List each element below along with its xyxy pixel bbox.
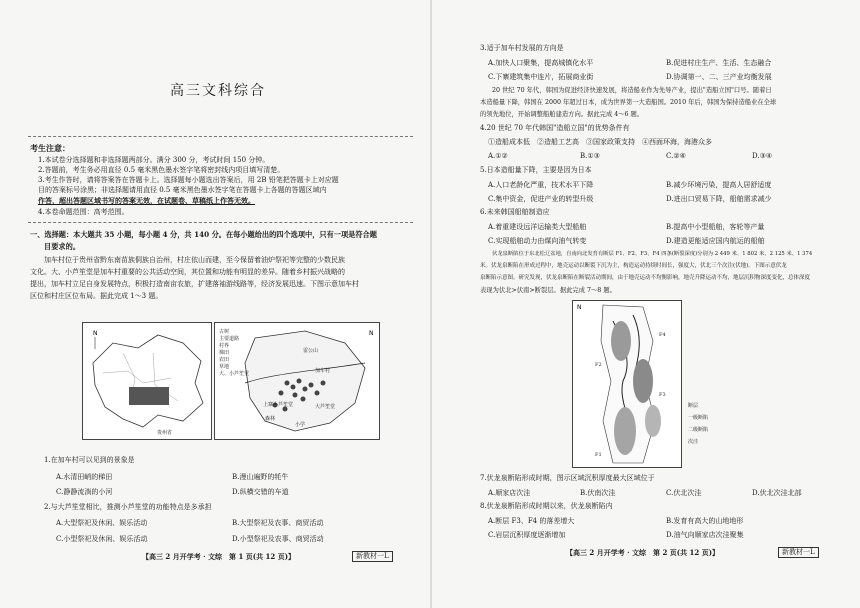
notice-3: 3.考生作答时，请将答案答在答题卡上。选择题每小题选出答案后，用 2B 铅笔把答题卡上对应题: [38, 176, 339, 184]
province-outline: [83, 323, 211, 439]
question-5: 5.日本造船量下降，主要是因为日本: [480, 166, 592, 174]
figure-legend: [688, 400, 708, 448]
q3-option-d[interactable]: D.协调第一、二、三产业均衡发展: [666, 73, 772, 81]
legend-item: 农田: [219, 357, 230, 363]
map-label: 加车村: [315, 368, 331, 374]
legend-item: 次洼: [688, 439, 699, 445]
legend-item: 草地: [219, 364, 230, 370]
page-2: [432, 0, 860, 608]
page-footer: 【高三 2 月开学考 · 文综 第 2 页(共 12 页)】: [566, 548, 720, 557]
edition-tag: 新教材一L: [352, 551, 393, 562]
legend-item: 断层: [688, 403, 699, 409]
passage-line: 文化。大、小芦笙堂是加车村重要的公共活动空间，其位置和功能有明显的差异。随着乡村振兴战略的: [30, 268, 345, 276]
q1-option-d[interactable]: D.纵横交错的车道: [232, 488, 289, 496]
q2-option-a[interactable]: A.大型祭祀及休闲、娱乐活动: [56, 519, 148, 527]
figure-label: F1: [595, 452, 602, 458]
page-title: 高三文科综合: [170, 83, 266, 99]
question-2: 2.与大芦笙堂相比，推测小芦笙堂的功能特点是多承担: [44, 503, 212, 511]
q8-option-a[interactable]: A.断层 F3、F4 的落差增大: [488, 517, 575, 525]
edition-tag: 新教材一L: [778, 547, 819, 558]
map-label: 贵州省: [157, 430, 173, 436]
q7-option-c[interactable]: C.伏北次洼: [666, 489, 702, 497]
question-8: 8.伏龙泉断陷形成时期以来，伏龙泉断陷内: [480, 502, 613, 510]
passage-line: 本造船量下降，韩国在 2000 年超过日本，成为世界第一大造船国。2010 年后，韩国为保持造船业在全球: [480, 99, 777, 106]
passage-line: 加车村位于贵州省黔东南苗族侗族自治州，村庄依山而建，至今保留着油炉祭祀等完整的少数民族: [44, 256, 345, 264]
figure-label: F3: [659, 392, 666, 398]
q5-option-a[interactable]: A.人口老龄化严重，技术水平下降: [488, 181, 594, 189]
passage-line: 表现为伏北>伏南>断裂层。据此完成 7～8 题。: [480, 287, 616, 294]
figure-label: F4: [659, 332, 666, 338]
q6-option-b[interactable]: B.提高中小型船舶，客轮等产量: [666, 223, 765, 231]
question-7: 7.伏龙泉断陷形成时期，图示区域沉积厚度最大区域位于: [480, 474, 655, 482]
notice-2: 2.答题前，考生务必用直径 0.5 毫米黑色墨水签字笔将密封线内项目填写清楚。: [38, 166, 285, 174]
q4-items: ①造船成本低 ②造船工艺高 ③国家政策支持 ④西面环海，海港众多: [488, 138, 712, 146]
question-3: 3.适于加车村发展的方向是: [480, 44, 564, 52]
section-title-2: 目要求的。: [44, 242, 80, 251]
q4-option-b[interactable]: B.①③: [580, 152, 600, 160]
q5-option-b[interactable]: B.减少环境污染，提高人居舒适度: [666, 181, 772, 189]
notice-heading: 考生注意：: [30, 143, 70, 153]
map-label: 上寨小芦笙堂: [263, 402, 294, 408]
q3-option-b[interactable]: B.促进村庄生产、生活、生态融合: [666, 59, 772, 67]
q6-option-a[interactable]: A.着重建设远洋运输类大型船舶: [488, 223, 587, 231]
divider: [28, 222, 413, 223]
notice-3b: 目的答案标号涂黑；非选择题请用直径 0.5 毫米黑色墨水签字笔在答题卡上各题的答题区域内: [38, 186, 327, 194]
svg-text:N: N: [577, 304, 582, 311]
q8-option-c[interactable]: C.岩层沉积厚度逐渐增加: [488, 531, 566, 539]
legend-item: 主要道路: [219, 336, 240, 342]
q3-option-c[interactable]: C.下寨建筑集中连片，拓展商业街: [488, 73, 594, 81]
legend-item: 古树: [219, 329, 230, 335]
legend-item: 梯田: [219, 350, 230, 356]
passage-line: 提出，加车村立足自身发展特点，积极打造南亩农旅，扩建落袖游线路等，经济发展迅速。下图示意加车村: [30, 280, 359, 288]
passage-line: 泉断陷示意图。研究发现，伏龙泉断陷在断裂活动期间，由于地壳运动不均衡影响，地壳升降运动不均，地层沉积物深度变化，总体深度: [480, 275, 811, 281]
divider: [28, 136, 413, 137]
passage-line: 20 世纪 70 年代，韩国为促进经济快速发展，将造船业作为先导产业，提出"造船立国"口号。随着日: [492, 87, 772, 94]
q8-option-b[interactable]: B.发育有高大的山地地形: [666, 517, 744, 525]
q3-option-a[interactable]: A.加快人口聚集，提高城镇化水平: [488, 59, 594, 67]
q7-option-d[interactable]: D.伏北次洼北部: [752, 489, 802, 497]
svg-text:N: N: [93, 330, 98, 337]
notice-4: 4.本卷命题范围：高考范围。: [38, 208, 129, 216]
passage-line: 米。伏龙泉断陷在形成过程中，地壳运动以断裂下沉为主，构造运动持续时间长，强度大，伏北三个次注(伏地)。下图示意伏龙: [480, 263, 787, 269]
svg-text:N: N: [369, 330, 374, 337]
legend-item: 二级断陷: [688, 427, 709, 433]
q6-option-c[interactable]: C.实现船舶动力由煤向油气转变: [488, 237, 587, 245]
question-6: 6.未来韩国船舶制造应: [480, 208, 550, 216]
fault-basin-figure: [572, 300, 682, 468]
q2-option-c[interactable]: C.小型祭祀及休闲、娱乐活动: [56, 535, 148, 543]
q6-option-d[interactable]: D.建造更能适应国内航运的船舶: [666, 237, 765, 245]
fault-basin-drawing: [573, 301, 681, 467]
map-legend: [219, 329, 249, 378]
legend-item: 村界: [219, 343, 230, 349]
q7-option-b[interactable]: B.伏南次洼: [580, 489, 616, 497]
q4-option-a[interactable]: A.①②: [488, 152, 508, 160]
guizhou-location-map: [82, 322, 212, 440]
map-label: 小学: [295, 422, 306, 428]
q1-option-c[interactable]: C.静静流淌的小河: [56, 488, 113, 496]
section-title: 一、选择题：本大题共 35 小题，每小题 4 分，共 140 分。在每小题给出的四个选项中，只有一项是符合题: [30, 230, 377, 239]
question-4: 4.20 世纪 70 年代韩国"造船立国"的优势条件有: [480, 124, 630, 132]
q1-option-b[interactable]: B.漫山遍野的牦牛: [232, 473, 289, 481]
legend-item: 大、小芦笙堂: [219, 371, 250, 377]
passage-line: 伏龙泉断陷位于东北松辽盆地，自南向北发育有断层 F1、F2、F3、F4 四条(断裂深度)分别为 2 449 米、1 802 米、2 125 米、1 374: [492, 251, 813, 257]
q4-option-d[interactable]: D.③④: [752, 152, 773, 160]
passage-line: 区位和村庄区位布局。据此完成 1～3 题。: [30, 292, 163, 300]
q5-option-c[interactable]: C.集中资金，促进产业的转型升级: [488, 195, 594, 203]
map-label: 森林: [265, 416, 276, 422]
q5-option-d[interactable]: D.进出口贸易下降，船舶需求减少: [666, 195, 772, 203]
notice-3c: 作答，超出答题区域书写的答案无效，在试题卷、草稿纸上作答无效。: [38, 196, 255, 205]
q4-option-c[interactable]: C.②④: [666, 152, 686, 160]
map-label: 雷公山: [303, 348, 319, 354]
village-layout-map: [214, 322, 380, 440]
q7-option-a[interactable]: A.顺家店次洼: [488, 489, 531, 497]
q1-option-a[interactable]: A.水清田峭的梯田: [56, 473, 113, 481]
passage-line: 的领先地位，开始调整船舶建造方向。据此完成 4～6 题。: [480, 111, 644, 118]
q2-option-b[interactable]: B.大型祭祀及农事、商贸活动: [232, 519, 324, 527]
q8-option-d[interactable]: D.油气向顺家店次洼聚集: [666, 531, 744, 539]
page-footer: 【高三 2 月开学考 · 文综 第 1 页(共 12 页)】: [142, 552, 296, 561]
notice-1: 1.本试卷分选择题和非选择题两部分。满分 300 分，考试时间 150 分钟。: [38, 156, 270, 164]
question-1: 1.在加车村可以见到的景象是: [44, 456, 135, 464]
legend-item: 一级断陷: [688, 415, 709, 421]
figure-label: F2: [595, 362, 602, 368]
q2-option-d[interactable]: D.小型祭祀及农事、商贸活动: [232, 535, 324, 543]
map-label: 大芦笙堂: [315, 404, 336, 410]
